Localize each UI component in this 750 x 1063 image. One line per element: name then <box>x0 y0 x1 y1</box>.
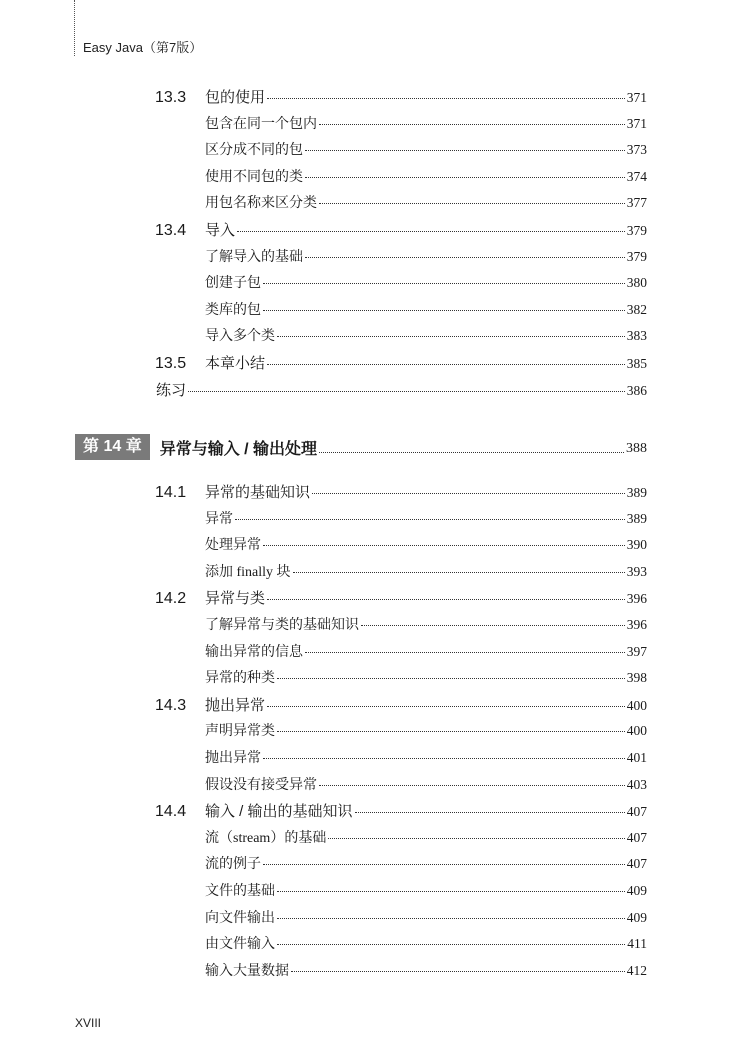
entry-title: 处理异常 <box>205 538 261 554</box>
dot-leader <box>263 864 625 865</box>
chapter-page-number: 388 <box>626 441 647 456</box>
toc-subsection-entry[interactable] <box>205 853 647 873</box>
chapter-number-label: 第 14 章 <box>75 434 150 460</box>
page-number: 385 <box>626 356 647 371</box>
entry-title: 异常的基础知识 <box>205 484 311 501</box>
section-number: 13.5 <box>155 355 187 372</box>
dot-leader <box>355 812 625 813</box>
page-number: 396 <box>626 617 647 632</box>
toc-subsection-entry[interactable] <box>205 960 647 980</box>
toc-subsection-entry[interactable] <box>205 827 647 847</box>
section-number: 14.1 <box>155 484 187 501</box>
page-number: 411 <box>627 936 647 952</box>
page-number: 379 <box>626 248 647 264</box>
entry-title: 异常 <box>205 511 233 527</box>
entry-title: 异常的种类 <box>205 671 275 687</box>
toc-subsection-entry[interactable] <box>205 113 647 133</box>
page-number: 379 <box>626 223 647 238</box>
entry-title: 输入 / 输出的基础知识 <box>205 803 353 821</box>
section-number: 14.4 <box>155 803 187 821</box>
toc-subsection-entry[interactable] <box>205 880 647 900</box>
toc-subsection-entry[interactable] <box>205 774 647 794</box>
dot-leader <box>267 706 625 707</box>
running-head: Easy Java（第7版） <box>83 40 203 55</box>
dot-leader <box>263 758 625 759</box>
toc-subsection-entry[interactable] <box>205 561 647 581</box>
toc-subsection-entry[interactable] <box>205 139 647 159</box>
dot-leader <box>235 519 625 520</box>
entry-title: 类库的包 <box>205 302 261 318</box>
dot-leader <box>263 310 625 311</box>
dot-leader <box>305 150 625 151</box>
toc-subsection-entry[interactable] <box>205 272 647 292</box>
page-number: 371 <box>626 115 647 131</box>
page-number: 398 <box>626 670 647 686</box>
section-number: 14.3 <box>155 696 187 714</box>
entry-title: 抛出异常 <box>205 751 261 766</box>
page-number: 371 <box>626 90 647 105</box>
dot-leader <box>277 891 625 892</box>
page-number: 407 <box>626 856 647 872</box>
toc-subsection-entry[interactable] <box>205 641 647 661</box>
section-number: 13.3 <box>155 89 187 106</box>
dot-leader <box>291 971 625 972</box>
entry-title: 假设没有接受异常 <box>205 777 317 793</box>
entry-title: 抛出异常 <box>205 696 266 714</box>
page-number: 401 <box>626 750 647 765</box>
dot-leader <box>277 731 625 732</box>
dot-leader <box>293 572 625 573</box>
chapter-heading[interactable] <box>75 434 647 460</box>
page-number: 386 <box>626 382 647 398</box>
toc-subsection-entry[interactable] <box>205 325 647 345</box>
entry-title: 由文件输入 <box>205 937 275 953</box>
entry-title: 了解异常与类的基础知识 <box>205 618 359 633</box>
page-number: 389 <box>626 510 647 526</box>
toc-subsection-entry[interactable] <box>205 299 647 319</box>
entry-title: 使用不同包的类 <box>205 169 303 185</box>
entry-title: 本章小结 <box>205 355 266 372</box>
dot-leader <box>305 257 625 258</box>
page-number: 403 <box>626 776 647 792</box>
entry-title: 用包名称来区分类 <box>205 196 317 212</box>
dot-leader <box>328 838 624 839</box>
page-number: 409 <box>626 883 647 898</box>
toc-subsection-entry[interactable] <box>205 246 647 266</box>
entry-title: 流的例子 <box>205 857 261 873</box>
page-number: 380 <box>626 275 647 291</box>
toc-subsection-entry[interactable] <box>205 192 647 212</box>
toc-section-entry[interactable] <box>155 694 647 714</box>
toc-subsection-entry[interactable] <box>205 667 647 687</box>
entry-title: 输入大量数据 <box>205 963 289 979</box>
dot-leader <box>277 336 625 337</box>
dot-leader <box>263 283 625 284</box>
entry-title: 添加 finally 块 <box>205 564 291 580</box>
toc-subsection-entry[interactable] <box>205 747 647 767</box>
page-number: 396 <box>626 591 647 607</box>
section-number: 13.4 <box>155 222 187 239</box>
dot-leader <box>277 918 625 919</box>
dot-leader <box>319 203 625 204</box>
toc-subsection-entry[interactable] <box>205 614 647 634</box>
entry-title: 导入多个类 <box>205 329 275 345</box>
dot-leader <box>277 678 625 679</box>
dot-leader <box>188 391 625 392</box>
dot-leader <box>267 599 625 600</box>
page-number: 382 <box>626 301 647 317</box>
dot-leader <box>277 944 625 945</box>
toc-section-entry[interactable] <box>155 800 647 820</box>
toc-subsection-entry[interactable] <box>205 720 647 740</box>
entry-title: 了解导入的基础 <box>205 249 303 265</box>
toc-section-entry[interactable] <box>155 481 647 501</box>
entry-title: 区分成不同的包 <box>205 143 303 159</box>
dot-leader <box>361 625 625 626</box>
page-number: 412 <box>626 962 647 978</box>
page-folio: XVIII <box>75 1016 102 1030</box>
page-number: 390 <box>626 537 647 553</box>
page-number: 400 <box>626 697 647 713</box>
entry-title: 文件的基础 <box>205 884 275 899</box>
page-number: 407 <box>626 829 647 845</box>
dot-leader <box>267 364 625 365</box>
page-number: 407 <box>626 804 647 820</box>
page-number: 393 <box>626 563 647 579</box>
dot-leader <box>319 124 625 125</box>
entry-title: 包的使用 <box>205 89 266 106</box>
entry-title: 创建子包 <box>205 276 261 292</box>
toc-subsection-entry[interactable] <box>205 907 647 927</box>
page-number: 374 <box>626 168 647 184</box>
chapter-title: 异常与输入 / 输出处理 <box>159 440 318 458</box>
entry-title: 流（stream）的基础 <box>205 830 327 846</box>
entry-title: 声明异常类 <box>205 724 275 740</box>
page-number: 409 <box>626 909 647 925</box>
entry-title: 导入 <box>205 222 236 239</box>
page-number: 400 <box>626 723 647 739</box>
entry-title: 向文件输出 <box>205 910 275 926</box>
page-number: 389 <box>626 485 647 500</box>
entry-title: 输出异常的信息 <box>205 644 303 660</box>
page-number: 377 <box>626 195 647 211</box>
section-number: 14.2 <box>155 590 187 608</box>
page-number: 397 <box>626 643 647 659</box>
toc-subsection-entry[interactable] <box>205 933 647 953</box>
dot-leader <box>267 98 625 99</box>
entry-title: 包含在同一个包内 <box>205 116 317 132</box>
dot-leader <box>319 452 624 453</box>
dot-leader <box>305 652 625 653</box>
toc-section-entry[interactable] <box>155 352 647 372</box>
entry-title: 异常与类 <box>205 590 266 608</box>
dot-leader <box>263 545 625 546</box>
toc-subsection-entry[interactable] <box>205 508 647 528</box>
toc-section-entry[interactable] <box>155 86 647 106</box>
dot-leader <box>305 177 625 178</box>
dot-leader <box>312 493 625 494</box>
page-number: 373 <box>626 142 647 158</box>
dot-leader <box>319 785 625 786</box>
entry-title: 练习 <box>156 381 187 399</box>
toc-exercise-entry[interactable] <box>156 379 647 399</box>
toc-section-entry[interactable] <box>155 219 647 239</box>
toc-section-entry[interactable] <box>155 587 647 607</box>
toc-subsection-entry[interactable] <box>205 166 647 186</box>
page-number: 383 <box>626 328 647 344</box>
toc-subsection-entry[interactable] <box>205 534 647 554</box>
dot-leader <box>237 231 625 232</box>
